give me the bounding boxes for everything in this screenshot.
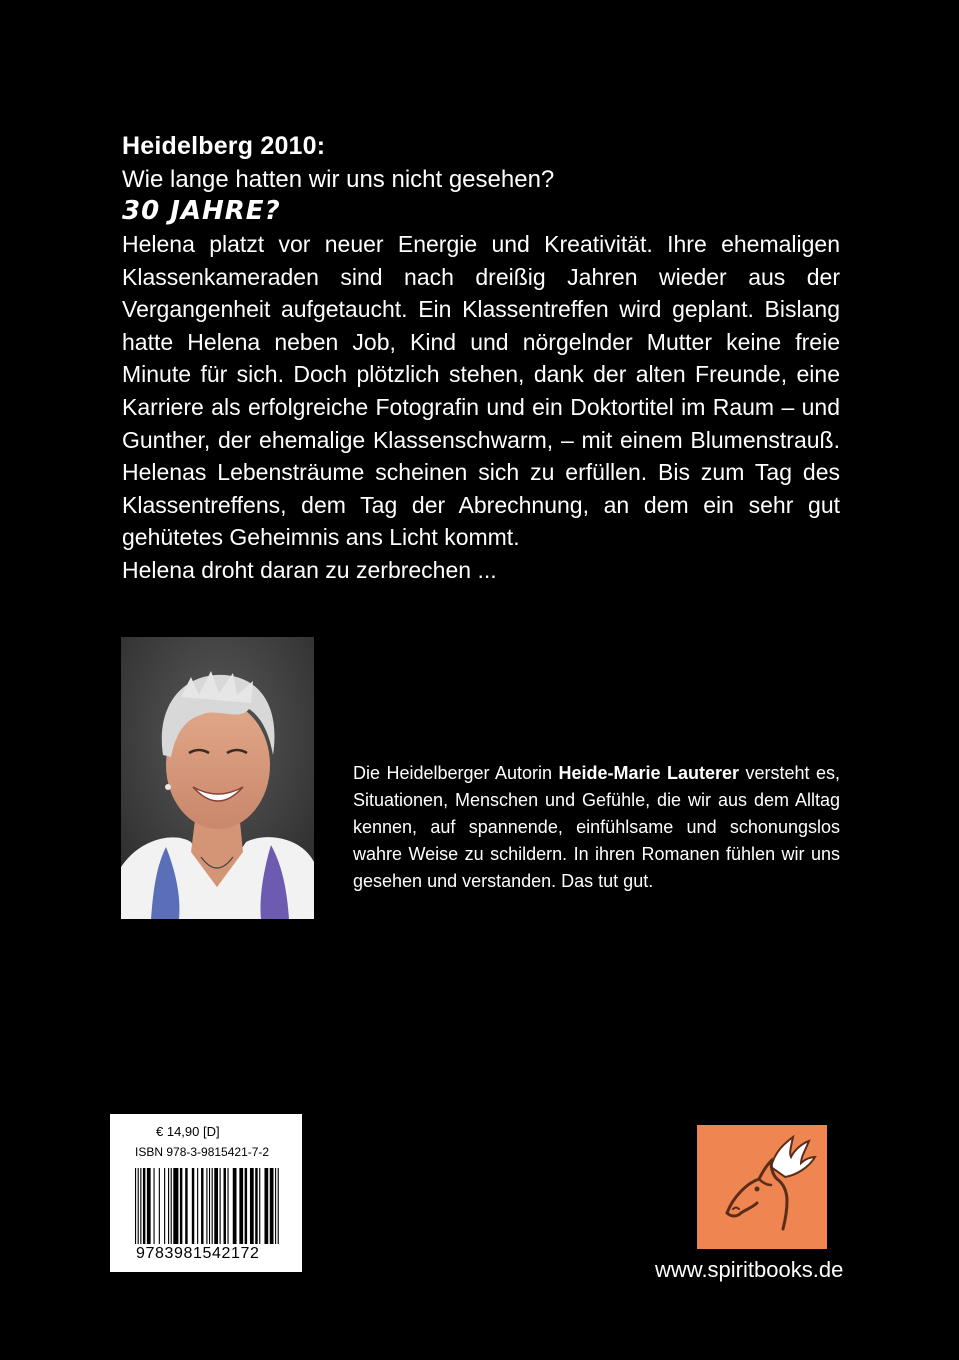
barcode-bars [135, 1168, 279, 1244]
blurb-closing: Helena droht daran zu zerbrechen ... [122, 556, 497, 583]
barcode-bar [180, 1168, 182, 1244]
barcode-bar [259, 1168, 260, 1244]
barcode-bar [201, 1168, 203, 1244]
barcode-bar [209, 1168, 210, 1244]
barcode-bar [264, 1168, 268, 1244]
winged-horse-icon [697, 1125, 827, 1249]
barcode-bar [255, 1168, 257, 1244]
barcode-bar [159, 1168, 160, 1244]
barcode-bar [154, 1168, 155, 1244]
bio-rest: versteht es, Situationen, Menschen und Gefühle, die wir aus dem Alltag kennen, auf spannende, einfühlsame und schonungslos wahre Weise zu schildern. In ihren Romanen fühlen wir uns gesehen und verstanden. Das tut gut. [353, 763, 840, 891]
barcode-bar [250, 1168, 254, 1244]
barcode-bar [138, 1168, 139, 1244]
barcode-bar [197, 1168, 198, 1244]
headline: Heidelberg 2010: [122, 132, 326, 160]
barcode-bar [135, 1168, 136, 1244]
ean-number: 9783981542172 [136, 1245, 260, 1262]
barcode-bar [185, 1168, 187, 1244]
barcode-bar [171, 1168, 172, 1244]
author-photo [121, 637, 314, 919]
barcode-bar [192, 1168, 194, 1244]
barcode-bar [227, 1168, 228, 1244]
barcode-label [110, 1114, 302, 1272]
subheadline: Wie lange hatten wir uns nicht gesehen? [122, 166, 555, 193]
barcode-bar [270, 1168, 274, 1244]
barcode-bar [212, 1168, 213, 1244]
barcode-bar [245, 1168, 247, 1244]
barcode-bar [214, 1168, 218, 1244]
isbn: ISBN 978-3-9815421-7-2 [135, 1145, 270, 1159]
barcode-bar [224, 1168, 226, 1244]
barcode-bar [147, 1168, 151, 1244]
blurb-paragraph: Helena platzt vor neuer Energie und Kreativität. Ihre ehemaligen Klassenkameraden sind nach dreißig Jahren wieder aus der Vergangenheit aufgetaucht. Ein Klassentreffen wird geplant. Bislang hatte Helena neben Job, Kind und nörgelnder Mutter keine freie Minute für sich. Doch plötzlich stehen, dank der alten Freunde, eine Karriere als erfolgreiche Fotografin und ein Doktortitel im Raum – und Gunther, der ehemalige Klassenschwarm, – mit einem Blumenstrauß. Helenas Lebensträume scheinen sich zu erfüllen. Bis zum Tag des Klassentreffens, dem Tag der Abrechnung, an dem ein sehr gut gehütetes Geheimnis ans Licht kommt. [122, 231, 840, 551]
barcode-bar [233, 1168, 237, 1244]
barcode-bar [173, 1168, 178, 1244]
author-bio [353, 760, 840, 895]
publisher-logo [697, 1125, 827, 1249]
barcode-bar [206, 1168, 207, 1244]
blurb-text [122, 228, 840, 587]
barcode-bar [143, 1168, 145, 1244]
barcode-bar [220, 1168, 221, 1244]
author-name: Heide-Marie Lauterer [558, 763, 740, 783]
tagline: 30 JAHRE? [122, 196, 281, 226]
barcode-bar [278, 1168, 279, 1244]
price: € 14,90 [D] [156, 1124, 220, 1139]
barcode-bar [239, 1168, 243, 1244]
barcode-bar [168, 1168, 169, 1244]
bio-intro: Die Heidelberger Autorin [353, 763, 559, 783]
publisher-website: www.spiritbooks.de [655, 1257, 844, 1282]
barcode-bar [164, 1168, 165, 1244]
barcode-bar [275, 1168, 276, 1244]
author-portrait-icon [121, 637, 314, 919]
barcode-bar [140, 1168, 141, 1244]
